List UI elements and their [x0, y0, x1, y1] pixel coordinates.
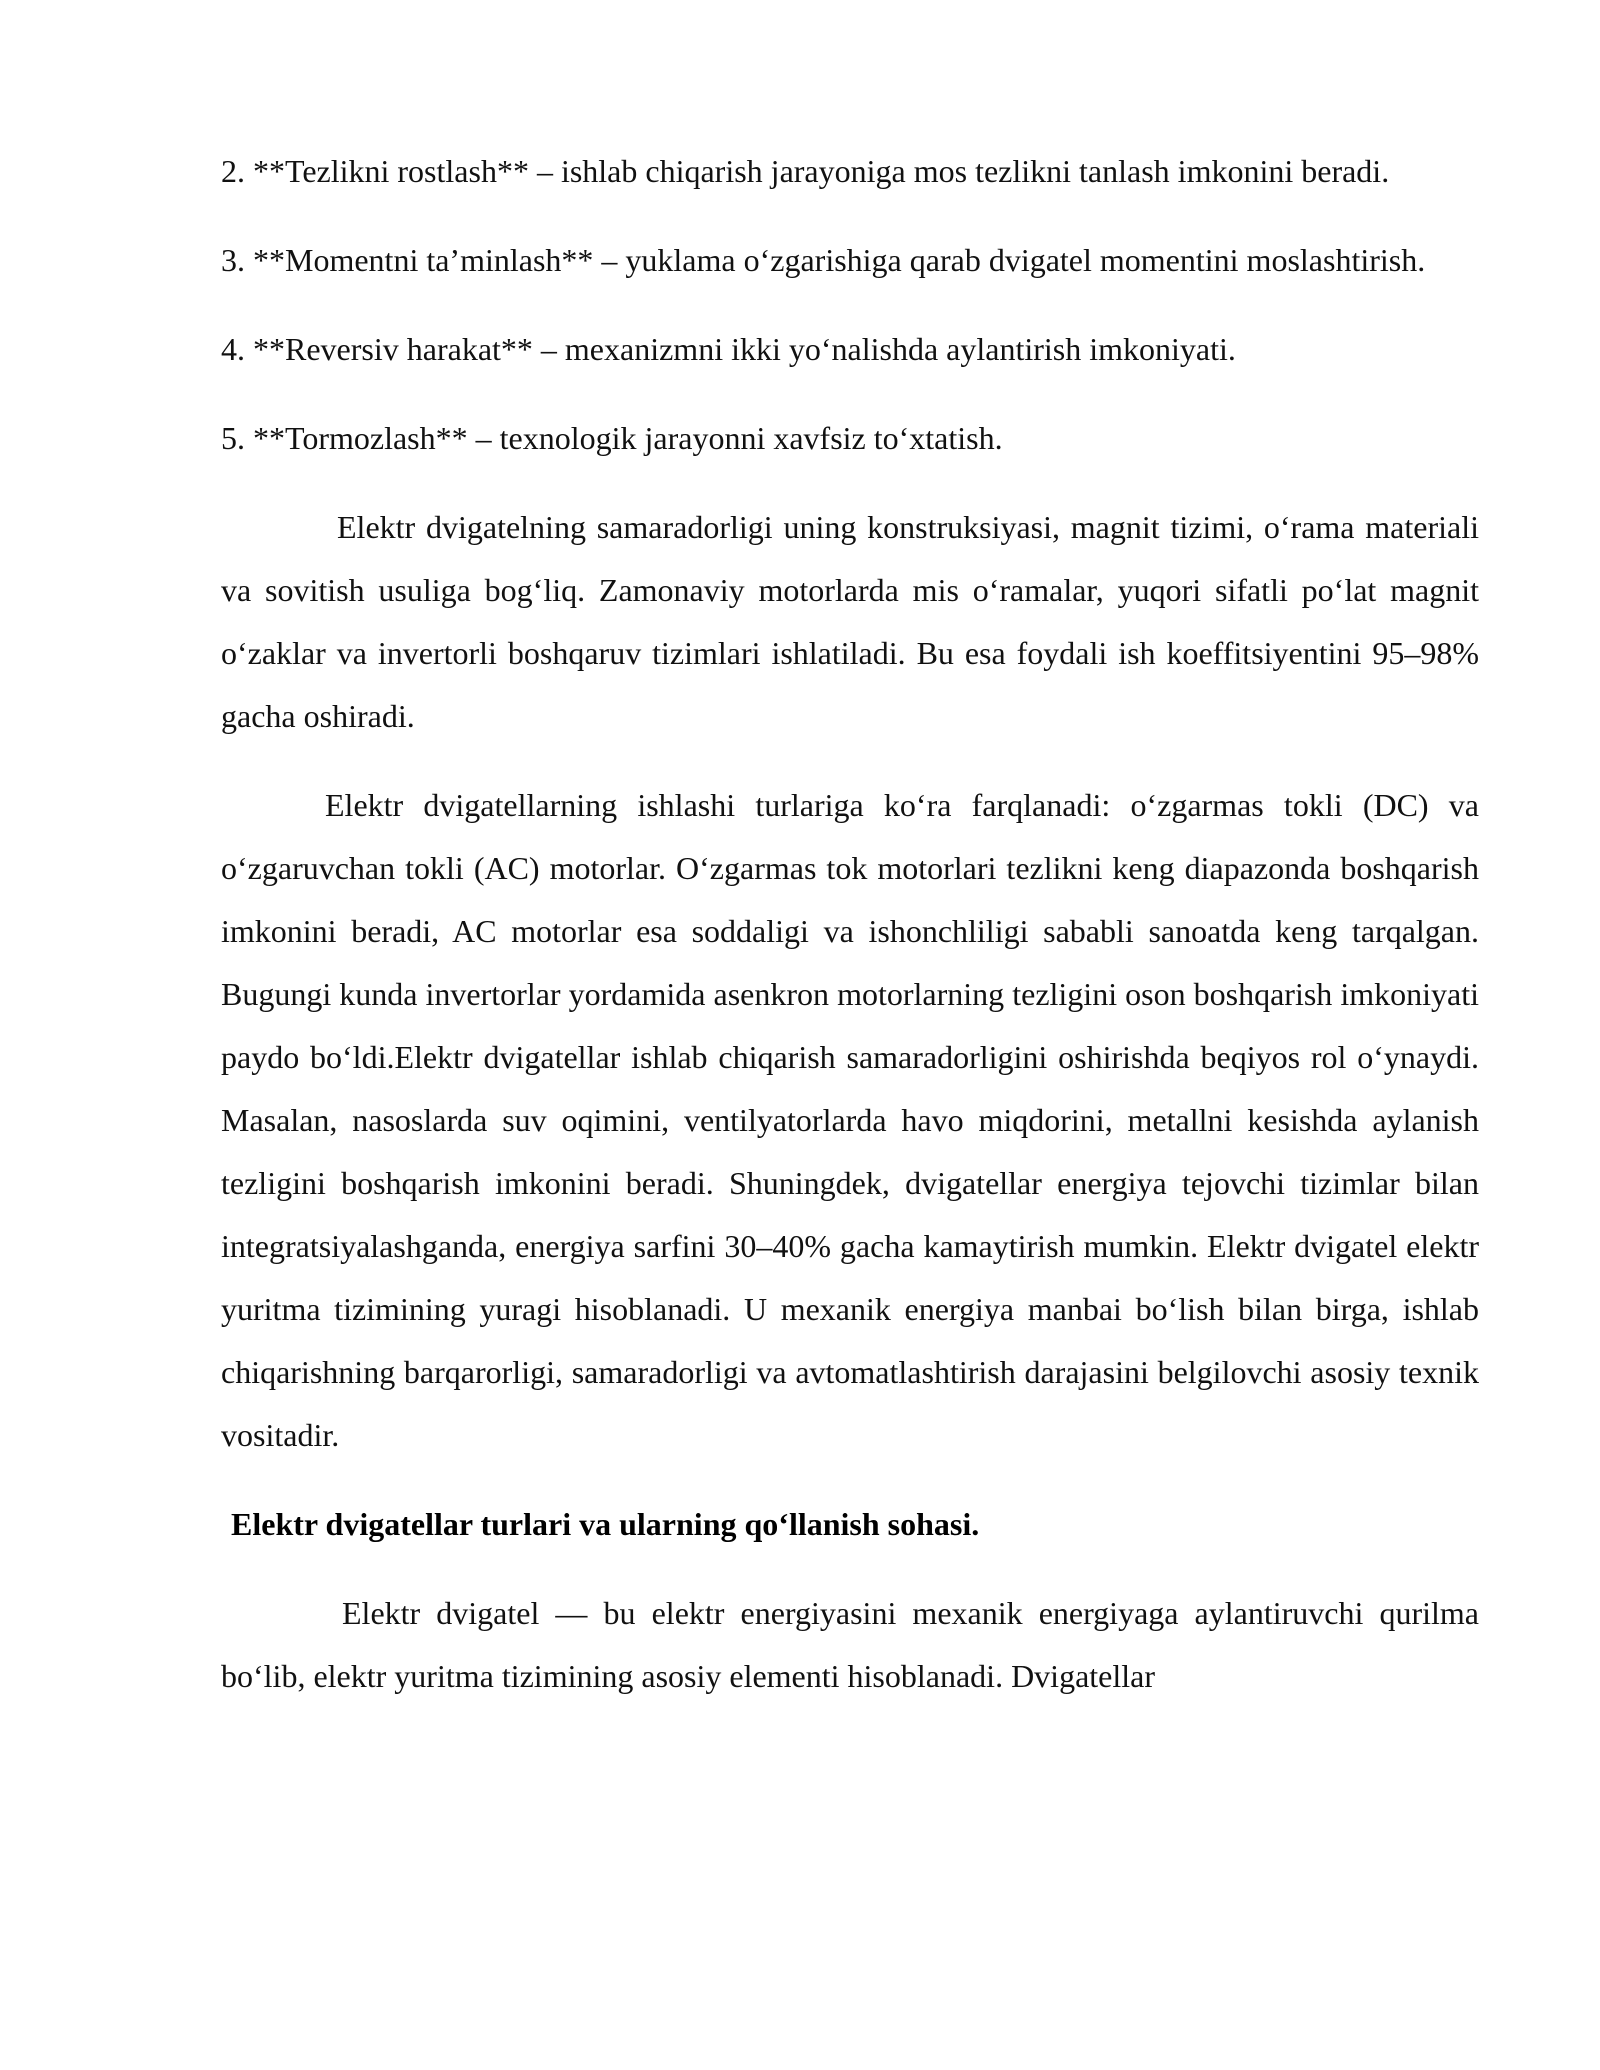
list-item-reverse: 4. **Reversiv harakat** – mexanizmni ikki yo‘nalishda aylantirish imkoniyati. [221, 331, 1236, 367]
paragraph-definition: Elektr dvigatel — bu elektr energiyasini mexanik energiyaga aylantiruvchi qurilma bo‘lib, elektr yuritma tizimining asosiy elementi hisoblanadi. Dvigatellar [221, 1595, 1479, 1694]
paragraph-efficiency: Elektr dvigatelning samaradorligi uning konstruksiyasi, magnit tizimi, o‘rama materiali va sovitish usuliga bog‘liq. Zamonaviy motorlarda mis o‘ramalar, yuqori sifatli po‘lat magnit o‘zaklar va invertorli boshqaruv tizimlari ishlatiladi. Bu esa foydali ish koeffitsiyentini 95–98% gacha oshiradi. [221, 509, 1479, 734]
list-item-braking: 5. **Tormozlash** – texnologik jarayonni xavfsiz to‘xtatish. [221, 420, 1003, 456]
paragraph-motor-types: Elektr dvigatellarning ishlashi turlariga ko‘ra farqlanadi: o‘zgarmas tokli (DC) va o‘zgaruvchan tokli (AC) motorlar. O‘zgarmas tok motorlari tezlikni keng diapazonda boshqarish imkonini beradi, AC motorlar esa soddaligi va ishonchliligi sababli sanoatda keng tarqalgan. Bugungi kunda invertorlar yordamida asenkron motorlarning tezligini oson boshqarish imkoniyati paydo bo‘ldi.Elektr dvigatellar ishlab chiqarish samaradorligini oshirishda beqiyos rol o‘ynaydi. Masalan, nasoslarda suv oqimini, ventilyatorlarda havo miqdorini, metallni kesishda aylanish tezligini boshqarish imkonini beradi. Shuningdek, dvigatellar energiya tejovchi tizimlar bilan integratsiyalashganda, energiya sarfini 30–40% gacha kamaytirish mumkin. Elektr dvigatel elektr yuritma tizimining yuragi hisoblanadi. U mexanik energiya manbai bo‘lish bilan birga, ishlab chiqarishning barqarorligi, samaradorligi va avtomatlashtirish darajasini belgilovchi asosiy texnik vositadir. [221, 787, 1479, 1453]
page-content [221, 140, 1479, 1708]
list-item-speed-control: 2. **Tezlikni rostlash** – ishlab chiqarish jarayoniga mos tezlikni tanlash imkonini beradi. [221, 153, 1390, 189]
section-heading: Elektr dvigatellar turlari va ularning qo‘llanish sohasi. [231, 1506, 980, 1542]
list-item-torque: 3. **Momentni ta’minlash** – yuklama o‘zgarishiga qarab dvigatel momentini moslashtirish. [221, 242, 1426, 278]
